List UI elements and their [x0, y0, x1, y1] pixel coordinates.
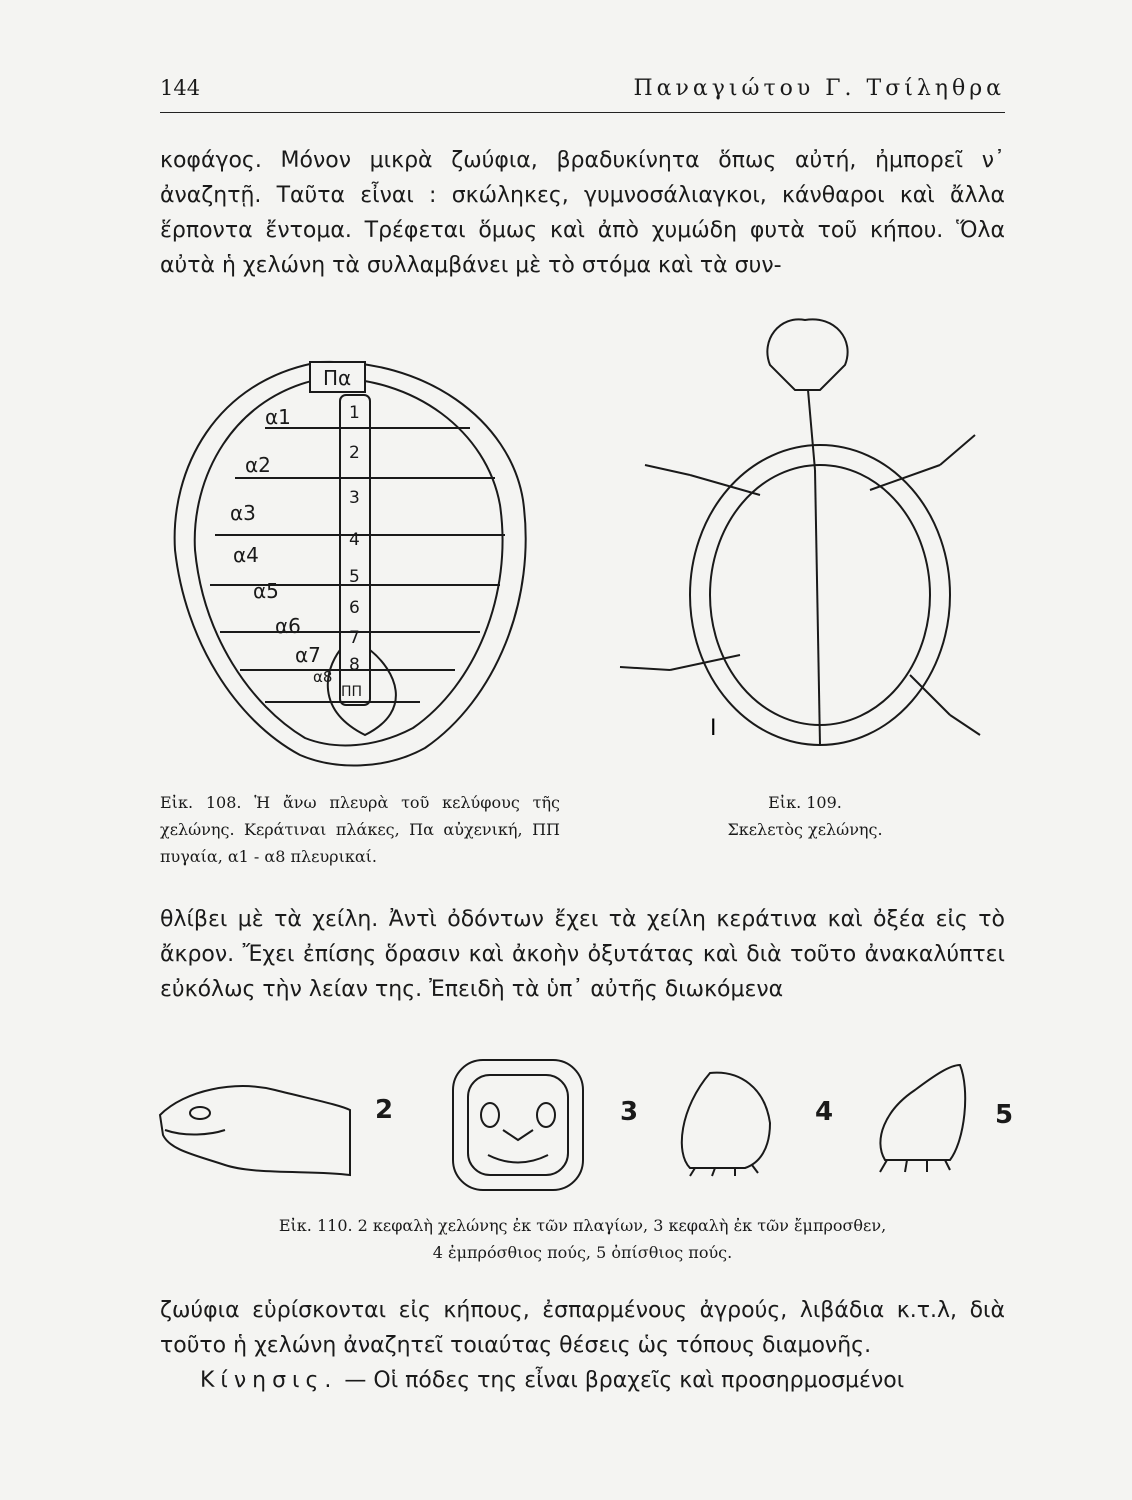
figure-110-caption: [160, 1212, 1005, 1266]
figure-109-caption-label: Εἰκ. 109.: [768, 793, 842, 812]
label-vertebral: 6: [349, 598, 360, 618]
paragraph: κοφάγος. Μόνον μικρὰ ζωύφια, βραδυκίνητα ὅπως αὐτή, ἠμπορεῖ ν᾽ ἀναζητῇ. Ταῦτα εἶναι : σκώληκες, γυμνοσάλιαγκοι, κάνθαροι καὶ ἄλλα ἕρποντα ἔντομα. Τρέφεται ὅμως καὶ ἀπὸ χυμώδη φυτὰ τοῦ κήπου. Ὅλα αὐτὰ ἡ χελώνη τὰ συλλαμβάνει μὲ τὸ στόμα καὶ τὰ συν-: [160, 148, 1005, 278]
page-number: 144: [160, 76, 201, 100]
figure-110-head-side: [155, 1075, 355, 1185]
figure-110-hind-foot: [865, 1060, 975, 1180]
label-vertebral: 8: [349, 655, 360, 675]
body-text-top: [160, 143, 1005, 283]
figure-110-number: 2: [375, 1095, 394, 1125]
label-pleural: α6: [275, 614, 301, 638]
label-nuchal: Πα: [323, 366, 352, 390]
figure-109-skeleton: [610, 305, 1010, 765]
label-pleural: α8: [313, 668, 333, 686]
label-pleural: α4: [233, 543, 259, 567]
label-pleural: α7: [295, 643, 321, 667]
label-pleural: α5: [253, 579, 279, 603]
label-vertebral: 5: [349, 567, 360, 587]
page-header: [160, 74, 1005, 113]
figure-109-caption: [690, 789, 920, 843]
figure-110-caption-line: Εἰκ. 110. 2 κεφαλὴ χελώνης ἐκ τῶν πλαγίων, 3 κεφαλὴ ἐκ τῶν ἔμπροσθεν,: [278, 1216, 887, 1235]
figure-110-number: 4: [815, 1097, 834, 1127]
figure-109-caption-text: Σκελετὸς χελώνης.: [727, 820, 883, 839]
figure-108-carapace: [165, 350, 540, 770]
label-vertebral: 2: [349, 443, 360, 463]
figure-110-front-foot: [670, 1068, 780, 1178]
label-vertebral: 3: [349, 488, 360, 508]
figure-110-head-front: [448, 1055, 588, 1195]
paragraph: θλίβει μὲ τὰ χείλη. Ἀντὶ ὀδόντων ἔχει τὰ χείλη κεράτινα καὶ ὀξέα εἰς τὸ ἄκρον. Ἔχει ἐπίσης ὅρασιν καὶ ἀκοὴν ὀξυτάτας καὶ διὰ τοῦτο ἀνακαλύπτει εὐκόλως τὴν λείαν της. Ἐπειδὴ τὰ ὑπ᾽ αὐτῆς διωκόμενα: [160, 907, 1005, 1002]
figure-108-caption: Εἰκ. 108. Ἡ ἄνω πλευρὰ τοῦ κελύφους τῆς χελώνης. Κεράτιναι πλάκες, Πα αὐχενική, ΠΠ πυγαία, α1 - α8 πλευρικαί.: [160, 793, 560, 866]
running-head: Παναγιώτου Γ. Τσίληθρα: [633, 76, 1005, 101]
figure-109-marker: I: [710, 716, 717, 741]
label-vertebral: 1: [349, 403, 360, 423]
label-pleural: α1: [265, 405, 291, 429]
section-heading: Κίνησις.: [200, 1368, 338, 1393]
figure-110-number: 3: [620, 1097, 639, 1127]
label-pleural: α2: [245, 453, 271, 477]
figure-110-number: 5: [995, 1100, 1014, 1130]
body-text-middle: [160, 902, 1005, 1007]
paragraph: [160, 1363, 1005, 1398]
label-pleural: α3: [230, 501, 256, 525]
label-vertebral: 4: [349, 530, 360, 550]
body-text-bottom: [160, 1293, 1005, 1398]
label-vertebral: 7: [349, 628, 360, 648]
label-pygal: ΠΠ: [341, 684, 363, 700]
paragraph: ζωύφια εὑρίσκονται εἰς κήπους, ἐσπαρμένους ἀγρούς, λιβάδια κ.τ.λ, διὰ τοῦτο ἡ χελώνη ἀναζητεῖ τοιαύτας θέσεις ὡς τόπους διαμονῆς.: [160, 1298, 1005, 1358]
figure-110-caption-line: 4 ἐμπρόσθιος πούς, 5 ὀπίσθιος πούς.: [432, 1243, 733, 1262]
paragraph-text: — Οἱ πόδες της εἶναι βραχεῖς καὶ προσηρμοσμένοι: [337, 1368, 905, 1393]
